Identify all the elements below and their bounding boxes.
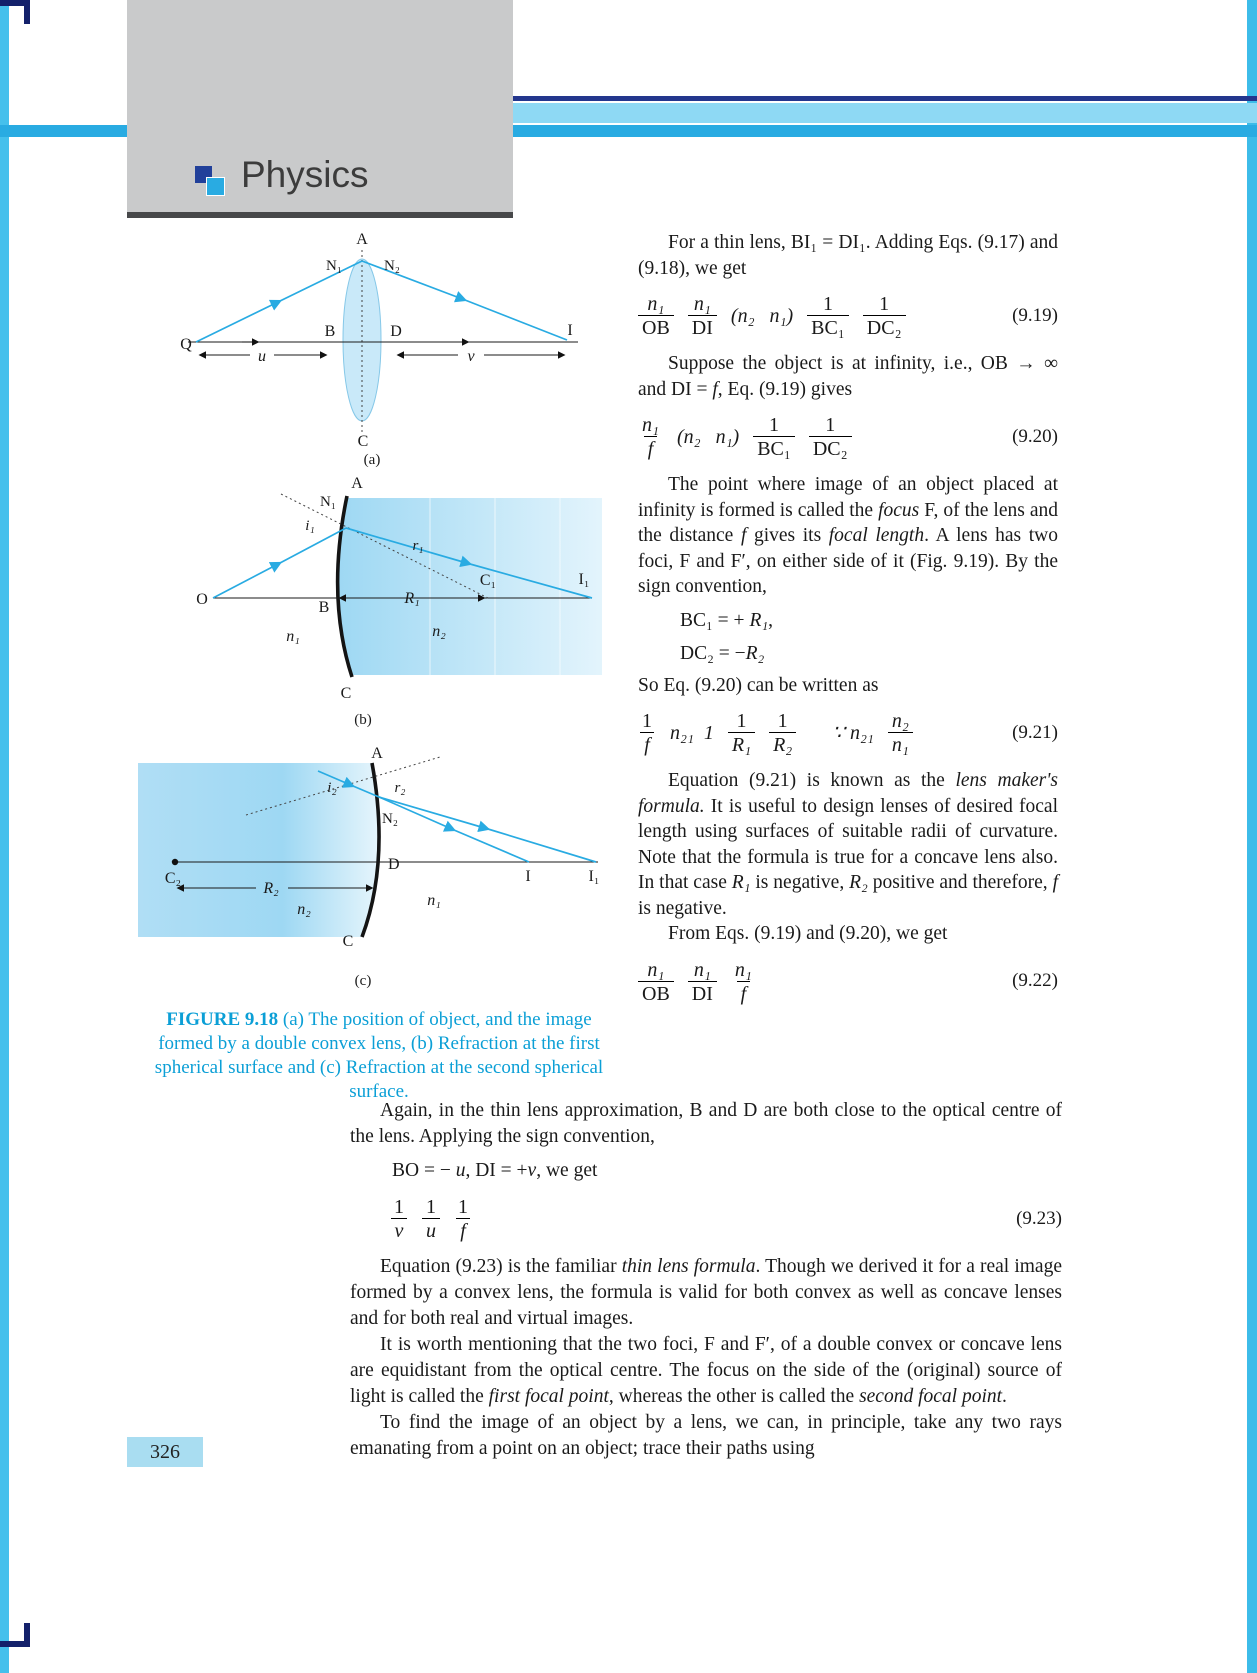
equation-9-19 xyxy=(638,293,1058,339)
left-edge-bar xyxy=(0,0,9,1673)
figure-a-diagram xyxy=(150,230,610,470)
fraction: $\frac{\text{n₁}}{OB}$ xyxy=(638,293,674,339)
equation-9-22 xyxy=(638,959,1058,1005)
equation-9-20 xyxy=(638,414,1058,460)
figure-b-diagram xyxy=(140,472,615,742)
label-c-bottom: C xyxy=(340,685,352,702)
label-n1: N₁ xyxy=(325,258,343,274)
figure-c-diagram xyxy=(138,745,613,1007)
fraction: $\frac{1}{u}$ xyxy=(422,1196,440,1242)
label-i-image: I xyxy=(525,868,531,885)
figure-caption: FIGURE 9.18 (a) The position of object, and the image formed by a double convex lens, (b) Refraction at the first spherical surface and (c) Refraction at the second spherical surface. xyxy=(154,1009,604,1102)
label-n2: N₂ xyxy=(383,258,401,274)
paragraph: Equation (9.23) is the familiar thin lens formula. Though we derived it for a real image formed by a convex lens, the formula is valid for both convex as well as concave lenses and for both real and virtual images. xyxy=(350,1256,1062,1329)
label-i1-image: I₁ xyxy=(578,571,590,588)
page-number-badge xyxy=(127,1437,203,1467)
label-a-top: A xyxy=(356,231,368,248)
label-r2-radius: R₂ xyxy=(263,880,279,897)
label-o: O xyxy=(196,591,208,608)
label-n2-medium: n₂ xyxy=(297,901,311,918)
equation-number: (9.23) xyxy=(1016,1207,1062,1229)
label-n1-point: N₁ xyxy=(319,494,337,510)
label-u: u xyxy=(258,348,266,365)
paragraph: Suppose the object is at infinity, i.e., OB → ∞ and DI = f, Eq. (9.19) gives xyxy=(638,353,1058,400)
crop-mark-top-left xyxy=(0,0,30,24)
label-v: v xyxy=(467,348,475,365)
label-i2-angle: i₂ xyxy=(327,780,337,796)
label-c1: C₁ xyxy=(479,572,497,589)
label-i1-image: I₁ xyxy=(588,868,600,885)
lens-diagram-shapes xyxy=(188,250,578,432)
surface2-diagram-shapes xyxy=(138,757,598,937)
fraction: $\frac{\text{n₁}}{OB}$ xyxy=(638,959,674,1005)
paragraph: To find the image of an object by a lens, we can, in principle, take any two rays emanating from a point on an object; trace their paths using xyxy=(350,1412,1062,1459)
label-c: C xyxy=(357,433,369,450)
paragraph: Equation (9.21) is known as the lens maker's formula. It is useful to design lenses of desired focal length using surfaces of suitable radii of curvature. Note that the formula is true for a concave lens also. In that case R₁ is negative, R₂ positive and therefore, f is negative. xyxy=(638,770,1059,919)
paragraph: So Eq. (9.20) can be written as xyxy=(638,674,879,696)
surface1-diagram-shapes xyxy=(213,494,602,677)
label-b: B xyxy=(324,323,336,340)
fraction: $\frac{1}{\text{BC₁}}$ xyxy=(753,414,795,460)
paragraph: It is worth mentioning that the two foci, F and F′, of a double convex or concave lens are equidistant from the optical centre. The focus on the side of the (original) source of light is called the first focal point, whereas the other is called the second focal point. xyxy=(350,1334,1062,1407)
fraction: $\frac{\text{n₁}}{f}$ xyxy=(734,958,752,1005)
decorative-lightblue-band xyxy=(513,103,1257,123)
label-n1-medium: n₁ xyxy=(286,628,300,645)
label-n1-medium: n₁ xyxy=(427,892,441,909)
fraction: $\frac{\text{n₁}}{DI}$ xyxy=(688,959,717,1005)
label-i: I xyxy=(567,322,573,339)
subfigure-tag-b: (b) xyxy=(354,712,372,728)
paragraph: For a thin lens, BI₁ = DI₁. Adding Eqs. (9.17) and (9.18), we get xyxy=(638,232,1058,279)
label-r1-radius: R₁ xyxy=(404,590,420,607)
label-c-bottom: C xyxy=(342,933,354,950)
label-n2-medium: n₂ xyxy=(432,623,446,640)
chapter-header-inner xyxy=(127,126,513,206)
paragraph: From Eqs. (9.19) and (9.20), we get xyxy=(668,923,948,944)
page-title: Physics xyxy=(241,154,369,195)
equation-term: n₂₁ 1 xyxy=(670,722,714,744)
equation-term: (n₂ n₁) xyxy=(730,305,794,327)
fraction: $\frac{1}{v}$ xyxy=(390,1196,408,1242)
equation-9-21 xyxy=(638,710,1058,756)
fraction: $\frac{\text{n₂}}{\text{n₁}}$ xyxy=(888,710,913,756)
label-r1-angle: r₁ xyxy=(412,538,424,554)
fraction: $\frac{1}{\text{DC₂}}$ xyxy=(863,293,906,339)
right-edge-bar xyxy=(1247,0,1257,1673)
fraction: $\frac{\text{n₁}}{DI}$ xyxy=(688,293,717,339)
paragraph: Again, in the thin lens approximation, B and D are both close to the optical centre of the lens. Applying the sign convention, xyxy=(350,1100,1062,1147)
label-r2-angle: r₂ xyxy=(394,780,406,796)
label-i1-angle: i₁ xyxy=(305,518,315,534)
decorative-navy-stripe xyxy=(513,96,1257,101)
equation-9-23 xyxy=(390,1196,1062,1242)
subfigure-tag-a: (a) xyxy=(363,452,381,468)
label-d: D xyxy=(390,323,402,340)
crop-mark-bottom-left xyxy=(0,1623,30,1647)
equation-number: (9.20) xyxy=(1012,425,1058,447)
cyan-square-icon xyxy=(206,177,225,196)
equation-number: (9.21) xyxy=(1012,721,1058,743)
label-c2: C₂ xyxy=(164,870,182,887)
sign-convention-bc: BC₁ = + R₁, xyxy=(680,609,774,631)
fraction: $\frac{1}{\text{DC₂}}$ xyxy=(809,414,852,460)
bottom-text-block xyxy=(350,1098,1062,1462)
label-d: D xyxy=(388,856,400,873)
label-b: B xyxy=(318,599,330,616)
fraction: $\frac{1}{\text{BC₁}}$ xyxy=(807,293,849,339)
right-text-column xyxy=(638,230,1058,1017)
label-q: Q xyxy=(180,336,192,353)
chapter-header xyxy=(127,0,513,218)
fraction: $\frac{1}{\text{R₂}}$ xyxy=(769,710,796,756)
sign-convention-dc: DC₂ = −R₂ xyxy=(680,643,765,664)
page-number: 326 xyxy=(150,1440,180,1463)
label-a-top: A xyxy=(371,745,383,762)
equation-number: (9.19) xyxy=(1012,304,1058,326)
fraction: $\frac{1}{f}$ xyxy=(458,1196,468,1242)
chapter-squares-icon xyxy=(195,166,225,196)
equation-term: (n₂ n₁) xyxy=(676,426,740,448)
fraction: $\frac{1}{f}$ xyxy=(642,710,652,756)
label-a-top: A xyxy=(351,475,363,492)
equation-number: (9.22) xyxy=(1012,970,1058,992)
fraction: $\frac{\text{n₁}}{f}$ xyxy=(642,414,659,460)
paragraph: The point where image of an object placed at infinity is formed is called the focus F, of the lens and the distance f gives its focal length. A lens has two foci, F and F′, on either side of it (Fig. 9.19). By the sign convention, xyxy=(638,474,1058,597)
label-n2-point: N₂ xyxy=(381,811,399,827)
sign-convention-bo: BO = − u, DI = +v, we get xyxy=(392,1160,598,1181)
fraction: $\frac{1}{\text{R₁}}$ xyxy=(728,710,755,756)
equation-term: ∵ n₂₁ xyxy=(832,722,874,744)
subfigure-tag-c: (c) xyxy=(354,973,372,989)
